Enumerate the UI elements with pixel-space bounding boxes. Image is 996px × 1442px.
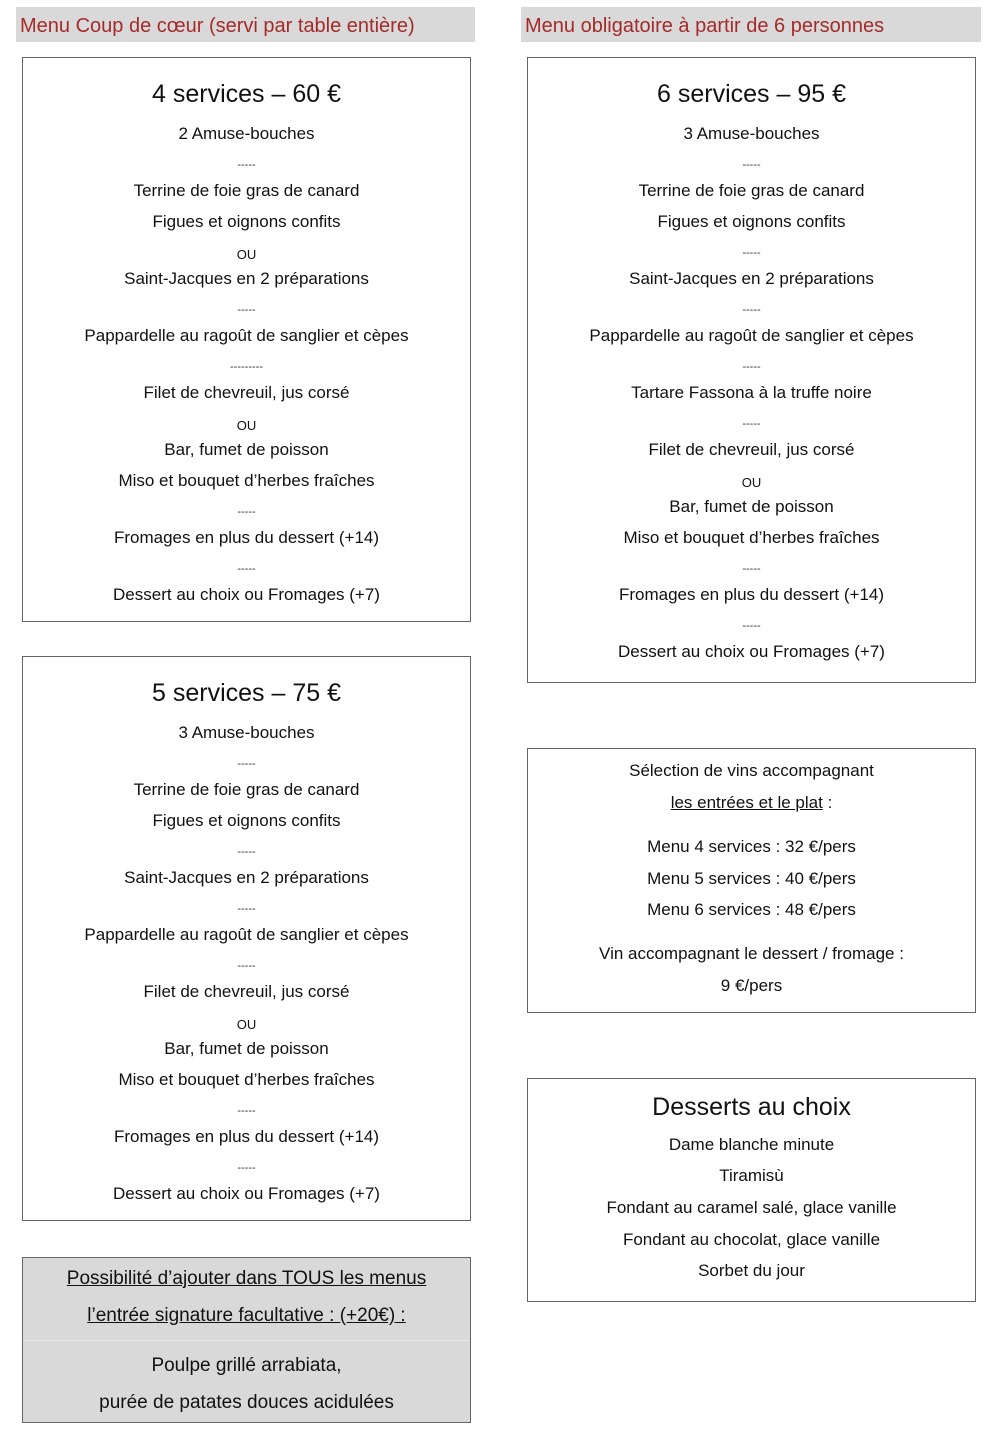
- menu-item: Terrine de foie gras de canard: [133, 181, 360, 200]
- or-label: OU: [236, 247, 257, 262]
- wine-intro: Sélection de vins accompagnant: [629, 761, 874, 780]
- menu-item: Pappardelle au ragoût de sanglier et cèpes: [84, 925, 409, 944]
- menu-item: Pappardelle au ragoût de sanglier et cèpes: [84, 326, 409, 345]
- menu-6-services-card: [527, 57, 976, 683]
- menu-item: Dessert au choix ou Fromages (+7): [113, 1184, 380, 1203]
- separator: -----: [237, 1105, 256, 1117]
- menu-item: Bar, fumet de poisson: [164, 440, 329, 459]
- separator: -----: [237, 903, 256, 915]
- wine-price-menu4: Menu 4 services : 32 €/pers: [647, 837, 856, 856]
- menu-item: Terrine de foie gras de canard: [638, 181, 865, 200]
- separator: -----: [237, 506, 256, 518]
- signature-starter-card: [22, 1257, 471, 1423]
- menu-item: Miso et bouquet d’herbes fraîches: [623, 528, 880, 547]
- wine-price-menu6: Menu 6 services : 48 €/pers: [647, 900, 856, 919]
- separator: -----: [237, 846, 256, 858]
- separator: -----: [237, 1162, 256, 1174]
- menu-item: Saint-Jacques en 2 préparations: [629, 269, 874, 288]
- menu-item: Fromages en plus du dessert (+14): [618, 585, 885, 604]
- dessert-item: Fondant au chocolat, glace vanille: [622, 1230, 881, 1249]
- menu-5-services-card: [22, 656, 471, 1221]
- menu-item: Figues et oignons confits: [152, 212, 341, 231]
- menu-item: Bar, fumet de poisson: [669, 497, 834, 516]
- menu-item: Filet de chevreuil, jus corsé: [648, 440, 855, 459]
- wine-dessert-price: 9 €/pers: [720, 976, 783, 995]
- menu-item: Figues et oignons confits: [657, 212, 846, 231]
- menu-title: 5 services – 75 €: [152, 679, 341, 707]
- menu-item: Saint-Jacques en 2 préparations: [124, 269, 369, 288]
- signature-line-2: l’entrée signature facultative : (+20€) :: [87, 1305, 406, 1326]
- separator: -----: [742, 620, 761, 632]
- dessert-item: Fondant au caramel salé, glace vanille: [606, 1198, 897, 1217]
- menu-item: Bar, fumet de poisson: [164, 1039, 329, 1058]
- menu-item: Fromages en plus du dessert (+14): [113, 1127, 380, 1146]
- wine-price-menu5: Menu 5 services : 40 €/pers: [647, 869, 856, 888]
- separator: -----: [237, 304, 256, 316]
- menu-item: Miso et bouquet d’herbes fraîches: [118, 1070, 375, 1089]
- separator: -----: [742, 563, 761, 575]
- separator: -----: [742, 304, 761, 316]
- header-coup-de-coeur: Menu Coup de cœur (servi par table entière): [16, 7, 475, 42]
- wine-intro-underlined: les entrées et le plat: [670, 793, 823, 812]
- desserts-title: Desserts au choix: [652, 1093, 851, 1121]
- separator: -----: [742, 247, 761, 259]
- wine-intro-suffix: :: [822, 793, 833, 812]
- wine-selection-card: [527, 748, 976, 1013]
- menu-item: Tartare Fassona à la truffe noire: [631, 383, 872, 402]
- dessert-item: Dame blanche minute: [668, 1135, 835, 1154]
- menu-item: Terrine de foie gras de canard: [133, 780, 360, 799]
- or-label: OU: [236, 1017, 257, 1032]
- signature-dish-2: purée de patates douces acidulées: [99, 1392, 394, 1413]
- separator: -----: [742, 418, 761, 430]
- menu-item: Dessert au choix ou Fromages (+7): [618, 642, 885, 661]
- separator: -----: [237, 758, 256, 770]
- signature-line-1: Possibilité d’ajouter dans TOUS les menus: [66, 1268, 427, 1289]
- dessert-item: Tiramisù: [719, 1166, 784, 1185]
- menu-item: 3 Amuse-bouches: [178, 723, 315, 742]
- divider: [23, 1340, 470, 1341]
- menu-item: Dessert au choix ou Fromages (+7): [113, 585, 380, 604]
- desserts-card: [527, 1078, 976, 1302]
- dessert-item: Sorbet du jour: [698, 1261, 805, 1280]
- separator: -----: [237, 159, 256, 171]
- menu-item: Fromages en plus du dessert (+14): [113, 528, 380, 547]
- separator: -----: [237, 563, 256, 575]
- menu-item: Figues et oignons confits: [152, 811, 341, 830]
- separator: -----: [742, 361, 761, 373]
- separator: -----: [742, 159, 761, 171]
- separator: ---------: [230, 361, 263, 373]
- header-menu-obligatoire: Menu obligatoire à partir de 6 personnes: [521, 7, 981, 42]
- menu-4-services-card: [22, 57, 471, 622]
- wine-dessert-label: Vin accompagnant le dessert / fromage :: [599, 944, 904, 963]
- menu-item: Pappardelle au ragoût de sanglier et cèpes: [589, 326, 914, 345]
- signature-dish-1: Poulpe grillé arrabiata,: [151, 1355, 342, 1376]
- separator: -----: [237, 960, 256, 972]
- menu-item: Saint-Jacques en 2 préparations: [124, 868, 369, 887]
- menu-item: 2 Amuse-bouches: [178, 124, 315, 143]
- wine-intro-2: [528, 793, 975, 813]
- menu-title: 4 services – 60 €: [152, 80, 341, 108]
- or-label: OU: [741, 475, 762, 490]
- menu-item: 3 Amuse-bouches: [683, 124, 820, 143]
- or-label: OU: [236, 418, 257, 433]
- menu-item: Filet de chevreuil, jus corsé: [143, 383, 350, 402]
- menu-item: Filet de chevreuil, jus corsé: [143, 982, 350, 1001]
- menu-title: 6 services – 95 €: [657, 80, 846, 108]
- menu-item: Miso et bouquet d’herbes fraîches: [118, 471, 375, 490]
